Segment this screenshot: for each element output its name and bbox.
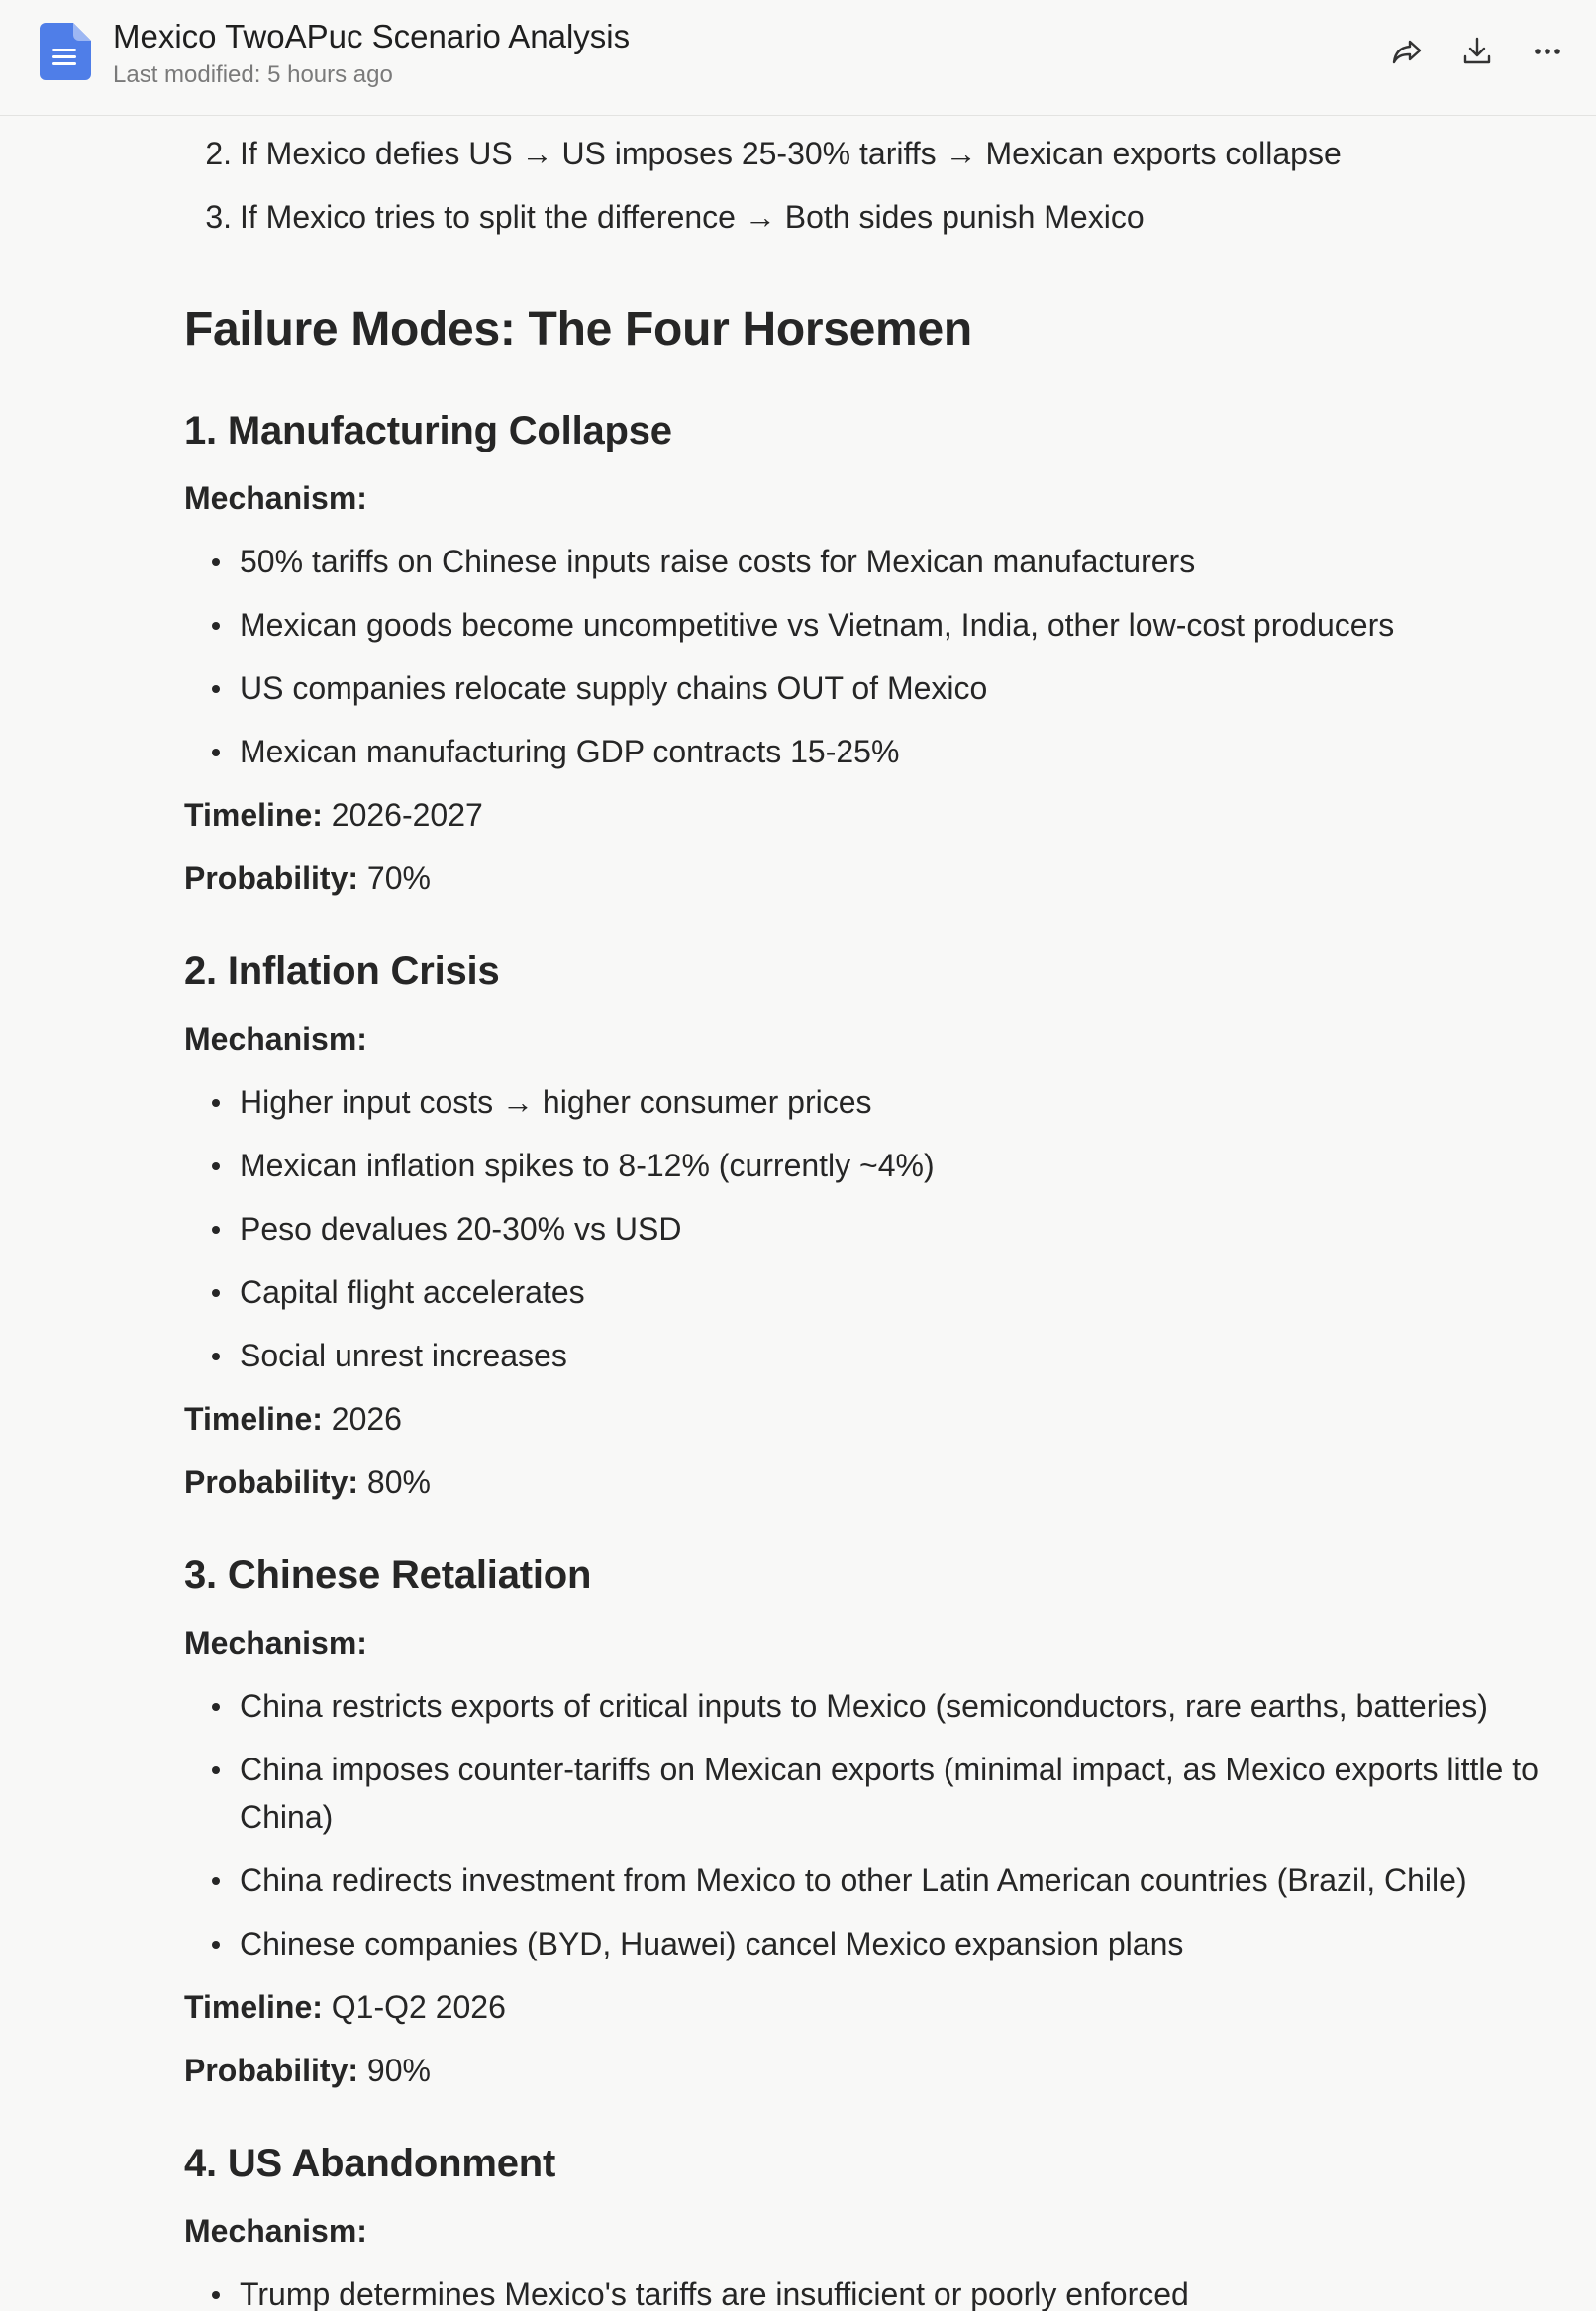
share-button[interactable] xyxy=(1387,32,1427,71)
list-item: China redirects investment from Mexico to other Latin American countries (Brazil, Chile) xyxy=(184,1857,1550,1904)
intro-list xyxy=(184,130,1550,256)
document-content xyxy=(0,116,1596,2311)
list-item: Mexican goods become uncompetitive vs Vietnam, India, other low-cost producers xyxy=(184,601,1550,649)
download-button[interactable] xyxy=(1457,32,1497,71)
more-icon xyxy=(1530,34,1565,69)
list-item: China imposes counter-tariffs on Mexican exports (minimal impact, as Mexico exports little to China) xyxy=(184,1746,1550,1841)
mechanism-label: Mechanism: xyxy=(184,1625,367,1660)
failure-mode-heading: 1. Manufacturing Collapse xyxy=(184,409,672,452)
list-item: China restricts exports of critical inputs to Mexico (semiconductors, rare earths, batteries) xyxy=(184,1682,1550,1730)
probability-text: Probability: 70% xyxy=(184,860,431,896)
mechanism-label: Mechanism: xyxy=(184,2213,367,2249)
mechanism-list xyxy=(184,1078,1550,1395)
list-item: Peso devalues 20-30% vs USD xyxy=(184,1205,1550,1253)
timeline-text: Timeline: Q1-Q2 2026 xyxy=(184,1989,506,2025)
list-item: Mexican inflation spikes to 8-12% (currently ~4%) xyxy=(184,1142,1550,1189)
mechanism-list xyxy=(184,538,1550,791)
list-item: Capital flight accelerates xyxy=(184,1268,1550,1316)
mechanism-label: Mechanism: xyxy=(184,1021,367,1056)
probability-text: Probability: 90% xyxy=(184,2053,431,2088)
list-item-text: If Mexico tries to split the difference → Both sides punish Mexico xyxy=(240,199,1145,235)
download-icon xyxy=(1459,34,1495,69)
list-number: 3. xyxy=(205,199,232,235)
list-item: Chinese companies (BYD, Huawei) cancel Mexico expansion plans xyxy=(184,1920,1550,1967)
mechanism-list xyxy=(184,1682,1550,1983)
timeline-text: Timeline: 2026 xyxy=(184,1401,402,1437)
list-item: 50% tariffs on Chinese inputs raise costs for Mexican manufacturers xyxy=(184,538,1550,585)
document-icon xyxy=(40,23,91,80)
failure-mode-heading: 2. Inflation Crisis xyxy=(184,950,500,993)
failure-mode-heading: 3. Chinese Retaliation xyxy=(184,1554,592,1597)
timeline-text: Timeline: 2026-2027 xyxy=(184,797,483,833)
list-item: Social unrest increases xyxy=(184,1332,1550,1379)
probability-text: Probability: 80% xyxy=(184,1464,431,1500)
list-item: Higher input costs → higher consumer prices xyxy=(184,1078,1550,1126)
list-item xyxy=(184,130,1550,177)
list-item-text: If Mexico defies US → US imposes 25-30% tariffs → Mexican exports collapse xyxy=(240,136,1342,171)
list-item xyxy=(184,193,1550,241)
last-modified-text: Last modified: 5 hours ago xyxy=(113,61,393,88)
failure-mode-heading: 4. US Abandonment xyxy=(184,2142,556,2185)
document-title: Mexico TwoAPuc Scenario Analysis xyxy=(113,18,631,54)
list-number: 2. xyxy=(205,136,232,171)
list-item: Mexican manufacturing GDP contracts 15-25% xyxy=(184,728,1550,775)
section-heading: Failure Modes: The Four Horsemen xyxy=(184,303,972,355)
more-options-button[interactable] xyxy=(1528,32,1567,71)
document-header xyxy=(0,0,1596,116)
share-icon xyxy=(1389,34,1425,69)
mechanism-label: Mechanism: xyxy=(184,480,367,516)
list-item: Trump determines Mexico's tariffs are insufficient or poorly enforced xyxy=(184,2270,1550,2311)
mechanism-list xyxy=(184,2270,1550,2311)
list-item: US companies relocate supply chains OUT of Mexico xyxy=(184,664,1550,712)
